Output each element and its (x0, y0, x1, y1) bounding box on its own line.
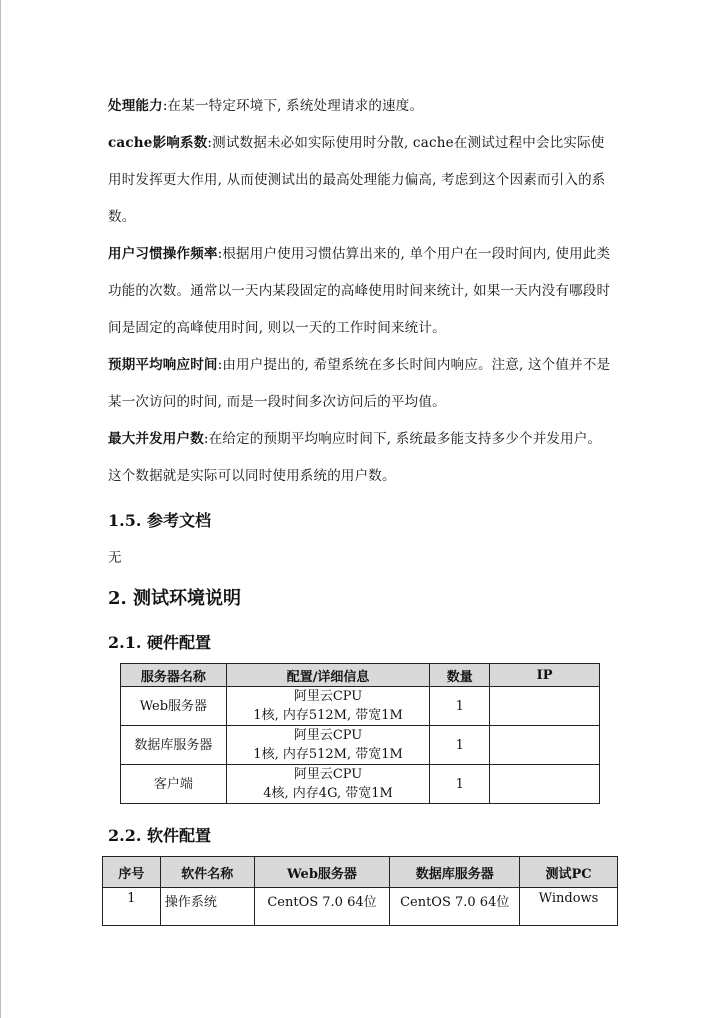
definition-term: 处理能力 (108, 98, 163, 114)
server-name-cell: 客户端 (121, 765, 227, 804)
column-header: Web服务器 (254, 857, 390, 888)
config-cell (226, 687, 430, 726)
table-row (121, 726, 600, 765)
definition-term: 最大并发用户数 (108, 431, 204, 447)
config-line: 1核, 内存512M, 带宽1M (253, 747, 403, 762)
ip-cell (490, 765, 600, 804)
definition-text: :在某一特定环境下, 系统处理请求的速度。 (162, 98, 424, 114)
definition-max-concurrent-users (108, 421, 614, 495)
heading-references: 1.5. 参考文档 (108, 511, 211, 530)
column-header: 服务器名称 (121, 664, 227, 687)
heading-software-config: 2.2. 软件配置 (108, 826, 211, 845)
column-header: 数据库服务器 (390, 857, 520, 888)
definition-cache-factor (108, 125, 614, 236)
definition-text: :在给定的预期平均响应时间下, 系统最多能支持多少个并发用户。这个数据就是实际可以同时使用系统的用户数。 (108, 431, 602, 484)
config-line: 1核, 内存512M, 带宽1M (253, 708, 403, 723)
definition-usage-frequency (108, 236, 614, 347)
table-header-row (121, 664, 600, 687)
config-line: 阿里云CPU (293, 767, 363, 782)
software-name-cell: 操作系统 (160, 888, 254, 926)
references-body: 无 (108, 550, 122, 566)
column-header: 序号 (103, 857, 161, 888)
config-cell (226, 765, 430, 804)
quantity-cell: 1 (430, 726, 490, 765)
heading-test-environment: 2. 测试环境说明 (108, 588, 242, 609)
definition-term: 预期平均响应时间 (108, 357, 218, 373)
column-header: 测试PC (520, 857, 618, 888)
config-line: 4核, 内存4G, 带宽1M (263, 786, 393, 801)
ip-cell (490, 687, 600, 726)
definition-response-time (108, 347, 614, 421)
definition-text: :根据用户使用习惯估算出来的, 单个用户在一段时间内, 使用此类功能的次数。通常以一天内某段固定的高峰使用时间来统计, 如果一天内没有哪段时间是固定的高峰使用时间, 则以一天的工作时间来统计。 (108, 246, 611, 336)
definition-text: :由用户提出的, 希望系统在多长时间内响应。注意, 这个值并不是某一次访问的时间, 而是一段时间多次访问后的平均值。 (108, 357, 611, 410)
definition-term: 用户习惯操作频率 (108, 246, 218, 262)
config-cell (226, 726, 430, 765)
column-header: 软件名称 (160, 857, 254, 888)
definition-term: cache影响系数 (108, 135, 208, 151)
column-header: 数量 (430, 664, 490, 687)
page-edge (0, 0, 1, 1018)
config-line: 阿里云CPU (293, 728, 363, 743)
definition-processing-capacity (108, 88, 614, 125)
hardware-table (120, 663, 600, 804)
test-pc-cell: Windows (520, 888, 618, 926)
db-server-cell: CentOS 7.0 64位 (390, 888, 520, 926)
column-header: IP (490, 664, 600, 687)
table-row (103, 888, 618, 926)
config-line: 阿里云CPU (293, 689, 363, 704)
software-table (102, 856, 618, 926)
ip-cell (490, 726, 600, 765)
column-header: 配置/详细信息 (226, 664, 430, 687)
table-row (121, 687, 600, 726)
quantity-cell: 1 (430, 687, 490, 726)
table-row (121, 765, 600, 804)
quantity-cell: 1 (430, 765, 490, 804)
table-header-row (103, 857, 618, 888)
server-name-cell: 数据库服务器 (121, 726, 227, 765)
web-server-cell: CentOS 7.0 64位 (254, 888, 390, 926)
server-name-cell: Web服务器 (121, 687, 227, 726)
row-number-cell: 1 (103, 888, 161, 926)
document-body (108, 88, 614, 495)
definition-text: :测试数据未必如实际使用时分散, cache在测试过程中会比实际使用时发挥更大作用, 从而使测试出的最高处理能力偏高, 考虑到这个因素而引入的系数。 (108, 135, 606, 225)
heading-hardware-config: 2.1. 硬件配置 (108, 633, 211, 652)
